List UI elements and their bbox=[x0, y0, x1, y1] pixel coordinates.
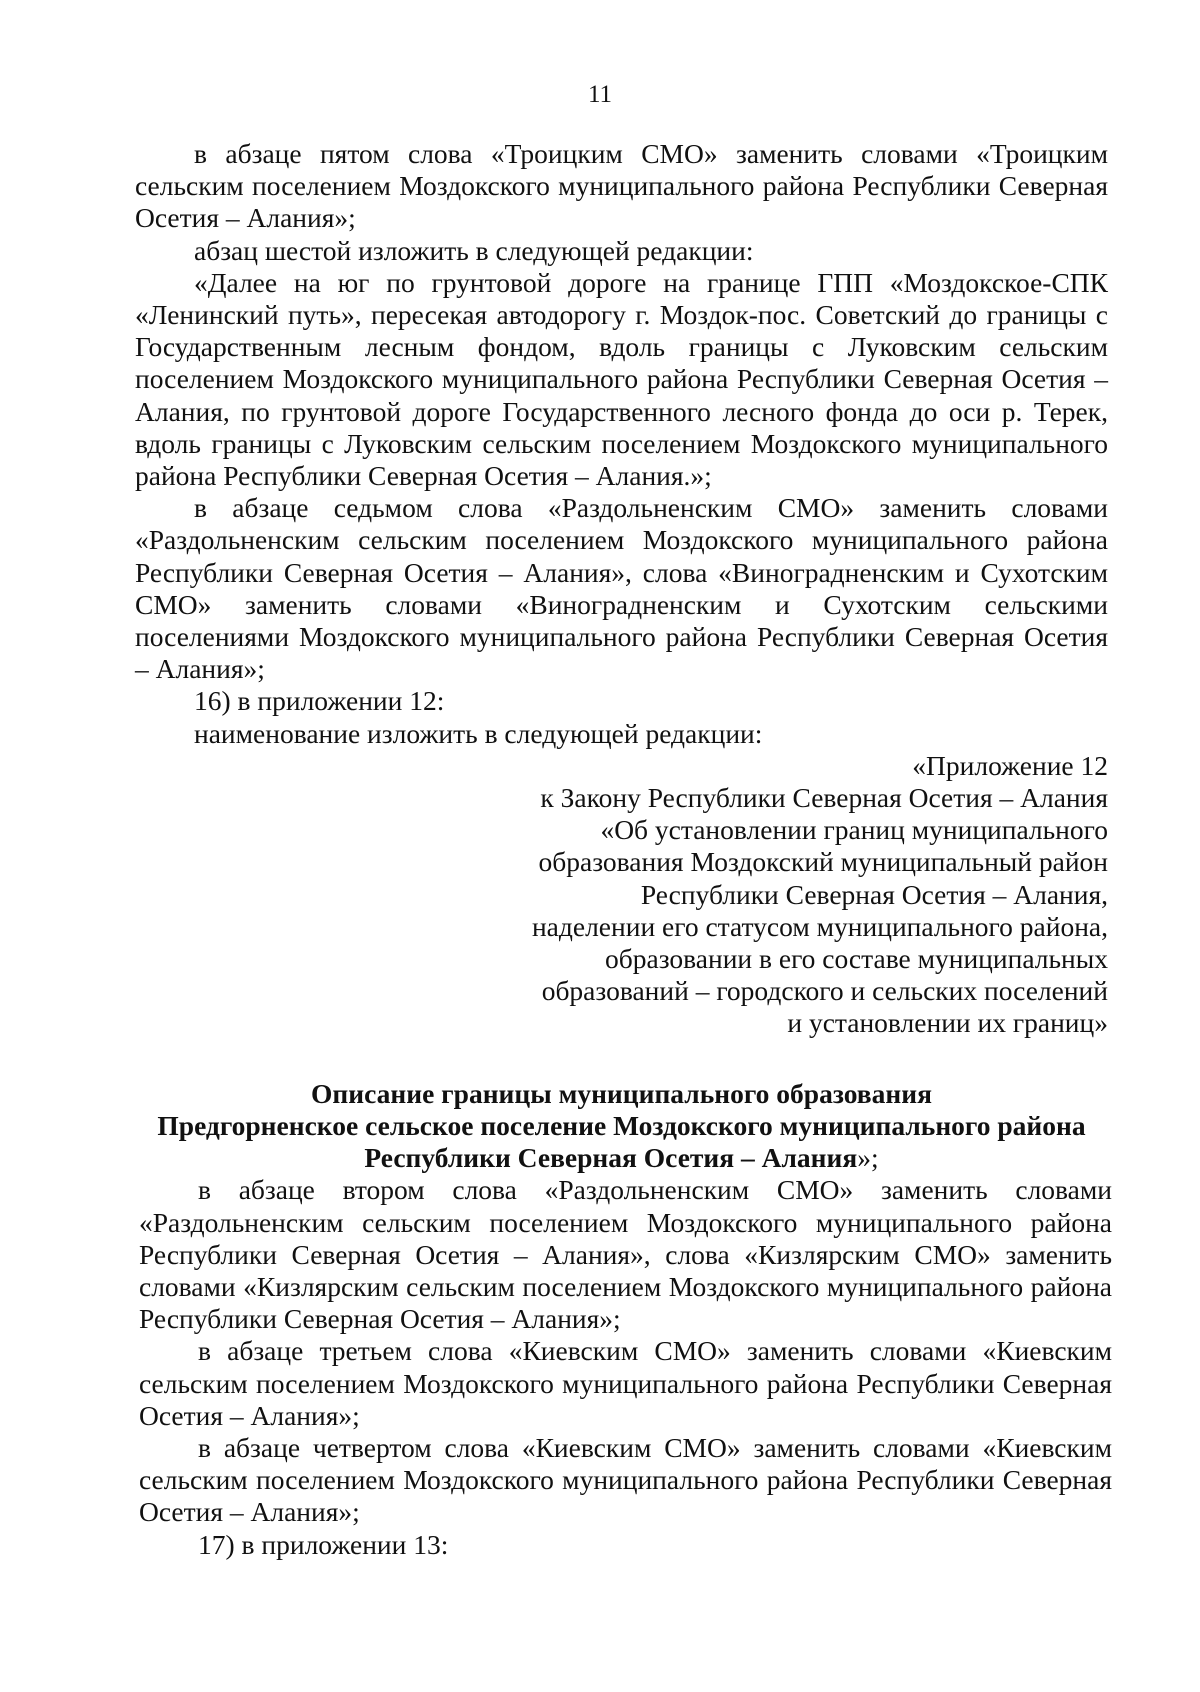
list-item-16: 16) в приложении 12: bbox=[194, 685, 445, 717]
appendix-line: образовании в его составе муниципальных bbox=[605, 943, 1108, 975]
title-suffix: »; bbox=[857, 1142, 879, 1174]
appendix-header bbox=[135, 750, 1108, 1040]
spacer bbox=[135, 1040, 1108, 1078]
appendix-line: «Приложение 12 bbox=[912, 749, 1108, 781]
title-line bbox=[135, 1142, 1108, 1174]
paragraph: в абзаце седьмом слова «Раздольненским СМО» заменить словами «Раздольненским сельским поселением Моздокского муниципального района Республики Северная Осетия – Алания», слова «Виноградненским и Сухотским СМО» заменить словами «Виноградненским и Сухотским сельскими поселениями Моздокского муниципального района Республики Северная Осетия – Алания»; bbox=[135, 492, 1108, 685]
title-line: Описание границы муниципального образования bbox=[311, 1077, 932, 1109]
document-body bbox=[135, 138, 1112, 1561]
appendix-line: Республики Северная Осетия – Алания, bbox=[640, 878, 1108, 910]
paragraph: «Далее на юг по грунтовой дороге на границе ГПП «Моздокское-СПК «Ленинский путь», пересекая автодорогу г. Моздок-пос. Советский до границы с Государственным лесным фондом, вдоль границы с Луковским сельским поселением Моздокского муниципального района Республики Северная Осетия – Алания, по грунтовой дороге Государственного лесного фонда до оси р. Терек, вдоль границы с Луковским сельским поселением Моздокского муниципального района Республики Северная Осетия – Алания.»; bbox=[135, 266, 1108, 492]
paragraph: в абзаце пятом слова «Троицким СМО» заменить словами «Троицким сельским поселением Моздокского муниципального района Республики Северная Осетия – Алания»; bbox=[135, 138, 1108, 234]
appendix-line: и установлении их границ» bbox=[787, 1007, 1108, 1039]
title-line-text: Республики Северная Осетия – Алания bbox=[364, 1142, 858, 1174]
title-line: Предгорненское сельское поселение Моздокского муниципального района bbox=[157, 1109, 1086, 1141]
list-item-17: 17) в приложении 13: bbox=[198, 1528, 449, 1560]
paragraph: абзац шестой изложить в следующей редакции: bbox=[194, 234, 754, 266]
appendix-line: наделении его статусом муниципального района, bbox=[531, 910, 1108, 942]
appendix-line: к Закону Республики Северная Осетия – Алания bbox=[540, 782, 1108, 814]
page-number: 11 bbox=[587, 81, 613, 108]
appendix-line: образований – городского и сельских поселений bbox=[541, 975, 1108, 1007]
paragraph: в абзаце третьем слова «Киевским СМО» заменить словами «Киевским сельским поселением Моздокского муниципального района Республики Северная Осетия – Алания»; bbox=[139, 1335, 1112, 1431]
lower-section bbox=[139, 1174, 1112, 1560]
appendix-line: образования Моздокский муниципальный район bbox=[538, 846, 1108, 878]
section-title bbox=[135, 1078, 1108, 1175]
paragraph: в абзаце четвертом слова «Киевским СМО» заменить словами «Киевским сельским поселением Моздокского муниципального района Республики Северная Осетия – Алания»; bbox=[139, 1431, 1112, 1528]
paragraph: наименование изложить в следующей редакции: bbox=[194, 717, 763, 749]
paragraph: в абзаце втором слова «Раздольненским СМО» заменить словами «Раздольненским сельским поселением Моздокского муниципального района Республики Северная Осетия – Алания», слова «Кизлярским СМО» заменить словами «Кизлярским сельским поселением Моздокского муниципального района Республики Северная Осетия – Алания»; bbox=[139, 1174, 1112, 1335]
appendix-line: «Об установлении границ муниципального bbox=[600, 814, 1108, 846]
